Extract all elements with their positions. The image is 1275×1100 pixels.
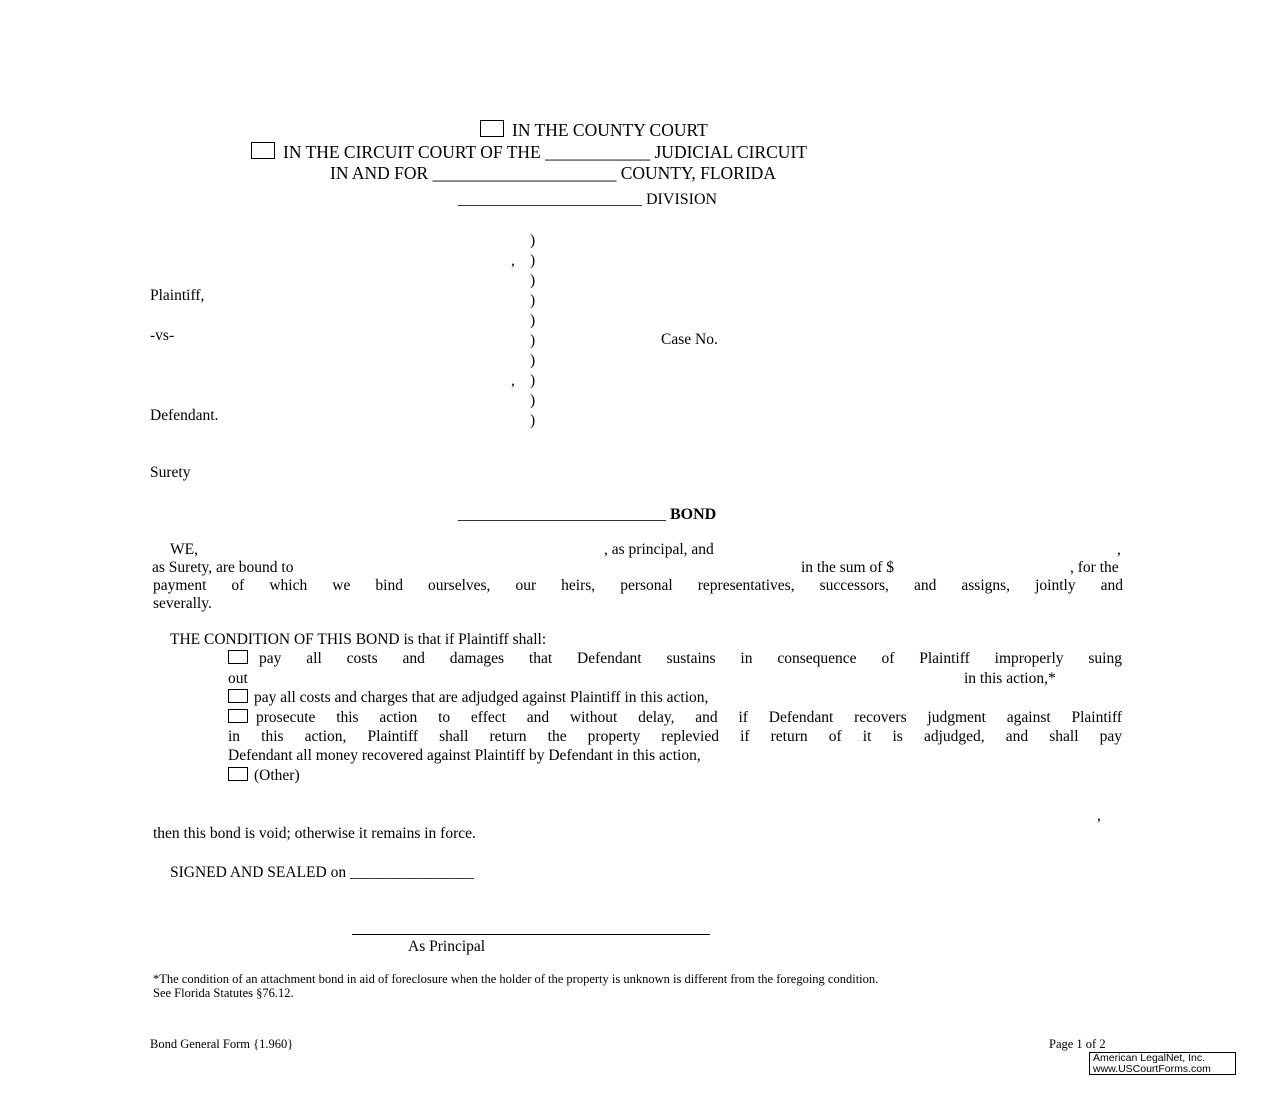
other-comma: , xyxy=(1097,807,1101,824)
caption-paren: ) xyxy=(530,292,536,309)
caption-paren: ) xyxy=(530,332,536,349)
condition-1-checkbox-wrap xyxy=(228,650,254,668)
caption-paren: ) xyxy=(530,372,536,389)
surety-label: Surety xyxy=(150,464,191,481)
signed-and-sealed: SIGNED AND SEALED on ________________ xyxy=(170,864,474,881)
condition-3-line3: Defendant all money recovered against Plaintiff by Defendant in this action, xyxy=(228,747,701,764)
condition-1-checkbox[interactable] xyxy=(228,650,248,664)
caption-comma-defendant: , xyxy=(511,372,515,389)
as-principal-and: , as principal, and xyxy=(604,541,714,558)
in-and-for-county: IN AND FOR _____________________ COUNTY, FLORIDA xyxy=(330,163,776,183)
surety-trailing-comma: , xyxy=(1117,541,1121,558)
stamp-url: www.USCourtForms.com xyxy=(1093,1062,1211,1075)
page-number: Page 1 of 2 xyxy=(1049,1037,1106,1051)
caption-paren: ) xyxy=(530,272,536,289)
condition-4-row xyxy=(228,767,300,785)
condition-3-line2: in this action, Plaintiff shall return the property replevied if return of it is adjudged, and shall pay xyxy=(228,728,1122,745)
legalnet-stamp[interactable] xyxy=(1089,1052,1236,1075)
condition-3-checkbox[interactable] xyxy=(228,709,248,723)
void-clause: then this bond is void; otherwise it remains in force. xyxy=(153,825,476,842)
division-line: _______________________ DIVISION xyxy=(458,191,718,208)
condition-4-checkbox[interactable] xyxy=(228,767,248,781)
caption-comma-plaintiff: , xyxy=(511,252,515,269)
form-name: Bond General Form {1.960} xyxy=(150,1037,294,1051)
caption-paren: ) xyxy=(530,352,536,369)
condition-1-out: out xyxy=(228,670,248,687)
county-court-checkbox[interactable] xyxy=(480,120,504,137)
bond-title-text: BOND xyxy=(670,506,717,523)
plaintiff-label: Plaintiff, xyxy=(150,287,205,304)
severally: severally. xyxy=(153,595,212,612)
condition-1-end: in this action,* xyxy=(964,670,1056,687)
circuit-court-row xyxy=(251,142,807,162)
payment-line: payment of which we bind ourselves, our heirs, personal representatives, successors, and assigns, jointly and xyxy=(153,577,1123,594)
condition-2-row xyxy=(228,689,708,707)
circuit-court-checkbox[interactable] xyxy=(251,142,275,159)
condition-1-text: pay all costs and damages that Defendant sustains in consequence of Plaintiff improperly suing xyxy=(259,650,1122,667)
circuit-court-label: IN THE CIRCUIT COURT OF THE ____________ JUDICIAL CIRCUIT xyxy=(283,142,807,162)
caption-paren: ) xyxy=(530,232,536,249)
condition-3-line1: prosecute this action to effect and without delay, and if Defendant recovers judgment against Plaintiff xyxy=(256,709,1122,726)
vs-label: -vs- xyxy=(150,327,175,344)
condition-intro: THE CONDITION OF THIS BOND is that if Plaintiff shall: xyxy=(170,631,547,648)
footnote-line-1: *The condition of an attachment bond in aid of foreclosure when the holder of the property is unknown is different from the foregoing condition. xyxy=(153,972,879,986)
bond-type-blank: __________________________ xyxy=(458,506,666,523)
caption-paren: ) xyxy=(530,412,536,429)
condition-2-text: pay all costs and charges that are adjudged against Plaintiff in this action, xyxy=(254,689,709,706)
we-label: WE, xyxy=(170,541,198,558)
condition-2-checkbox[interactable] xyxy=(228,689,248,703)
caption-paren: ) xyxy=(530,252,536,269)
county-court-label: IN THE COUNTY COURT xyxy=(512,120,708,140)
principal-signature-line[interactable] xyxy=(352,934,710,935)
footnote-line-2: See Florida Statutes §76.12. xyxy=(153,986,294,1000)
condition-3-checkbox-wrap xyxy=(228,709,254,727)
for-the: , for the xyxy=(1070,559,1119,576)
defendant-label: Defendant. xyxy=(150,407,219,424)
in-the-sum-of: in the sum of $ xyxy=(801,559,894,576)
caption-paren: ) xyxy=(530,312,536,329)
bond-title xyxy=(458,506,716,524)
as-surety-bound-to: as Surety, are bound to xyxy=(152,559,294,576)
caption-paren: ) xyxy=(530,392,536,409)
county-court-row xyxy=(480,120,708,140)
as-principal-label: As Principal xyxy=(408,938,486,955)
stamp-company: American LegalNet, Inc. xyxy=(1093,1052,1206,1064)
condition-4-text: (Other) xyxy=(254,767,300,784)
case-number-label: Case No. xyxy=(661,331,718,348)
